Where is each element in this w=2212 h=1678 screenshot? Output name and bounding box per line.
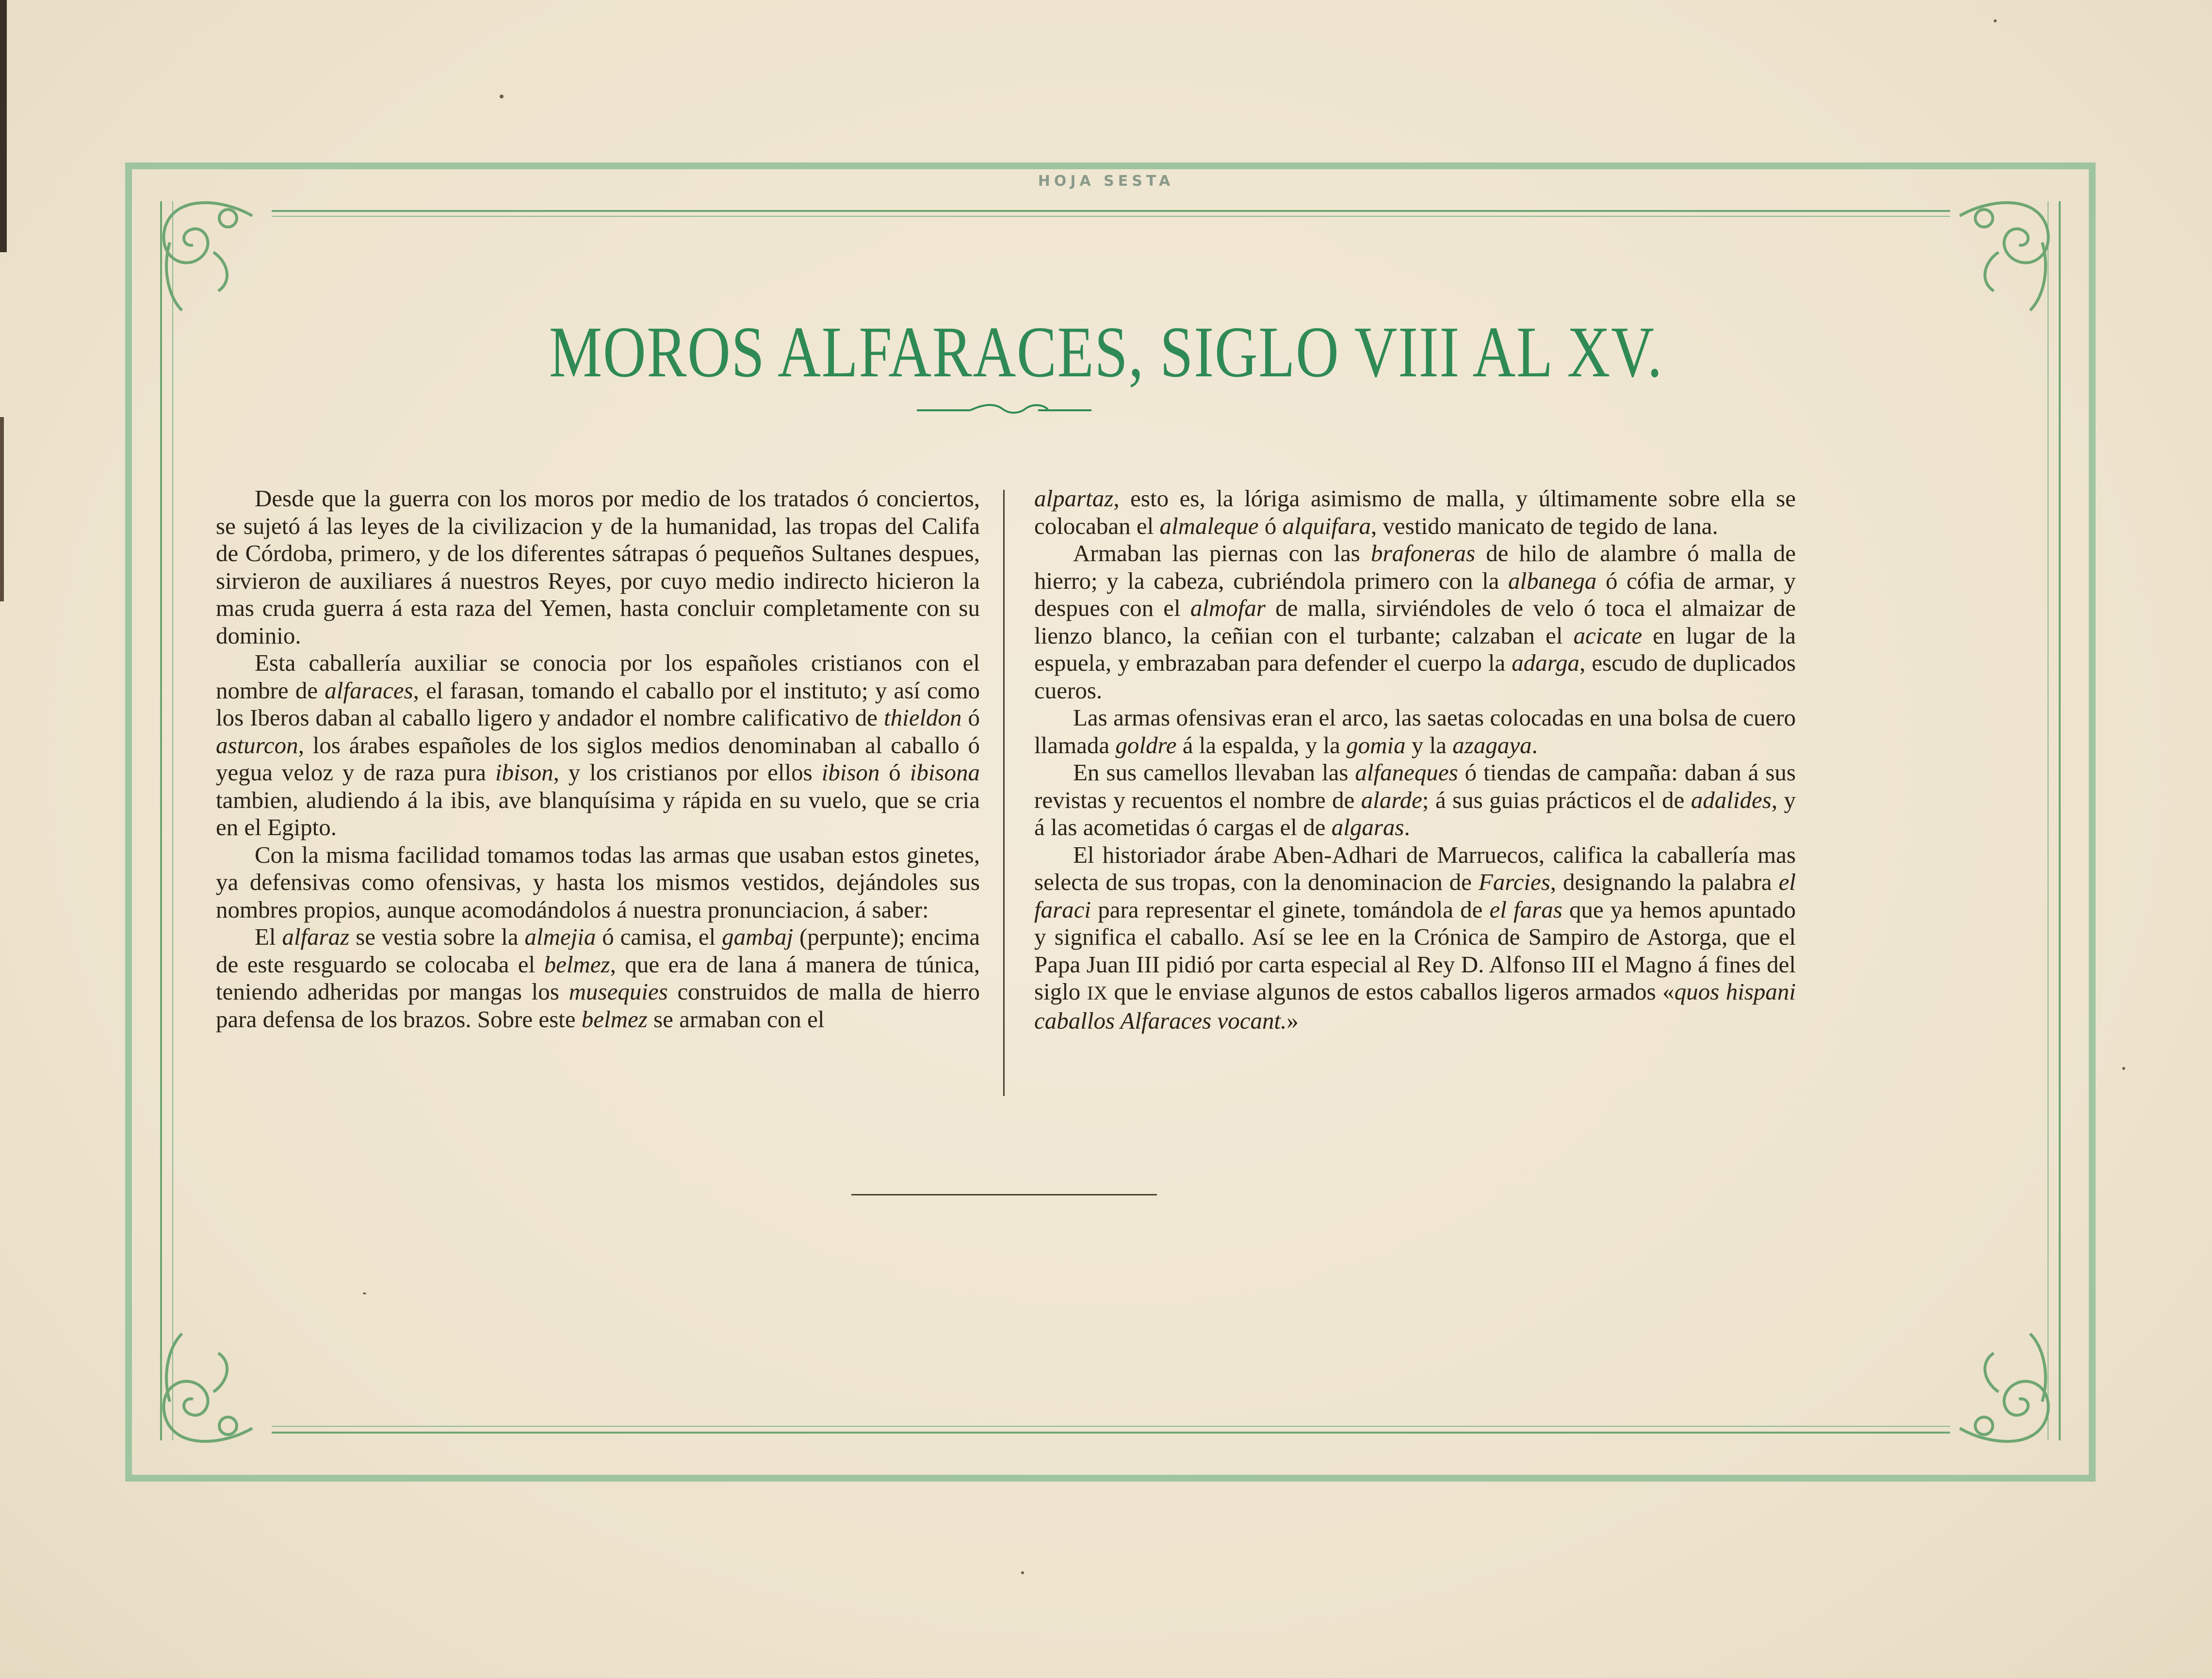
paragraph: El historiador árabe Aben-Adhari de Marruecos, califica la caballería mas selecta de sus tropas, con la denominacion de Farcies, designando la palabra el faraci para representar el ginete, tomándola de el faras que ya hemos apuntado y significa el caballo. Así se lee en la Crónica de Sampiro de Astorga, que el Papa Juan III pidió por carta especial al Rey D. Alfonso III el Magno á fines del siglo IX que le enviase algunos de estos caballos ligeros armados «quos hispani caballos Alfaraces vocant.» — [1034, 841, 1796, 1034]
paragraph: El alfaraz se vestia sobre la almejia ó camisa, el gambaj (perpunte); encima de este resguardo se colocaba el belmez, que era de lana á manera de túnica, teniendo adheridas por mangas los musequies construidos de malla de hierro para defensa de los brazos. Sobre este belmez se armaban con el — [216, 923, 980, 1033]
corner-ornament-top-right-icon — [1955, 189, 2057, 315]
top-frame-rule — [272, 210, 1950, 212]
paper-speck — [1021, 1571, 1024, 1574]
paper-speck — [1994, 19, 1997, 22]
paragraph: Desde que la guerra con los moros por medio de los tratados ó conciertos, se sujetó á las leyes de la civilizacion y de la humanidad, las tropas del Califa de Córdoba, primero, y de los diferentes sátrapas ó pequeños Sultanes despues, sirvieron de auxiliares á nuestros Reyes, por cuyo medio indirecto hicieron la mas cruda guerra á esta raza del Yemen, hasta concluir completamente con su dominio. — [216, 485, 980, 649]
paper-speck — [2122, 1067, 2125, 1070]
binding-edge — [0, 0, 7, 252]
corner-ornament-bottom-right-icon — [1955, 1329, 2057, 1455]
paragraph: alpartaz, esto es, la lóriga asimismo de malla, y últimamente sobre ella se colocaban el almaleque ó alquifara, vestido manicato de tegido de lana. — [1034, 485, 1796, 539]
closing-rule — [851, 1194, 1157, 1195]
right-text-column — [1034, 485, 1796, 1034]
paper-speck — [500, 95, 504, 98]
top-frame-rule-thin — [272, 216, 1950, 217]
sheet-label: HOJA SESTA — [1038, 173, 1174, 190]
paragraph: Armaban las piernas con las brafoneras de hilo de alambre ó malla de hierro; y la cabeza, cubriéndola primero con la albanega ó cófia de armar, y despues con el almofar de malla, sirviéndoles de velo ó toca el almaizar de lienzo blanco, la ceñian con el turbante; calzaban el acicate en lugar de la espuela, y embrazaban para defender el cuerpo la adarga, escudo de duplicados cueros. — [1034, 540, 1796, 704]
binding-edge-mark — [0, 417, 4, 601]
title-flourish-icon — [917, 403, 1091, 417]
corner-ornament-bottom-left-icon — [155, 1329, 257, 1455]
left-text-column — [216, 485, 980, 1033]
bottom-frame-rule — [272, 1432, 1950, 1434]
bottom-frame-rule-thin — [272, 1426, 1950, 1427]
paragraph: Con la misma facilidad tomamos todas las armas que usaban estos ginetes, ya defensivas como ofensivas, y hasta los mismos vestidos, dejándoles sus nombres propios, aunque acomodándolos á nuestra pronunciacion, á saber: — [216, 841, 980, 923]
corner-ornament-top-left-icon — [155, 189, 257, 315]
paragraph: Las armas ofensivas eran el arco, las saetas colocadas en una bolsa de cuero llamada goldre á la espalda, y la gomia y la azagaya. — [1034, 704, 1796, 758]
paragraph: Esta caballería auxiliar se conocia por los españoles cristianos con el nombre de alfaraces, el farasan, tomando el caballo por el instituto; y así como los Iberos daban al caballo ligero y andador el nombre calificativo de thieldon ó asturcon, los árabes españoles de los siglos medios denominaban al caballo ó yegua veloz y de raza pura ibison, y los cristianos por ellos ibison ó ibisona tambien, aludiendo á la ibis, ave blanquísima y rápida en su vuelo, que se cria en el Egipto. — [216, 649, 980, 840]
column-divider — [1003, 490, 1005, 1096]
page-title: MOROS ALFARACES, SIGLO VIII AL XV. — [549, 312, 1663, 392]
paragraph: En sus camellos llevaban las alfaneques ó tiendas de campaña: daban á sus revistas y recuentos el nombre de alarde; á sus guias prácticos el de adalides, y á las acometidas ó cargas el de algaras. — [1034, 759, 1796, 840]
paper-speck — [363, 1292, 366, 1294]
